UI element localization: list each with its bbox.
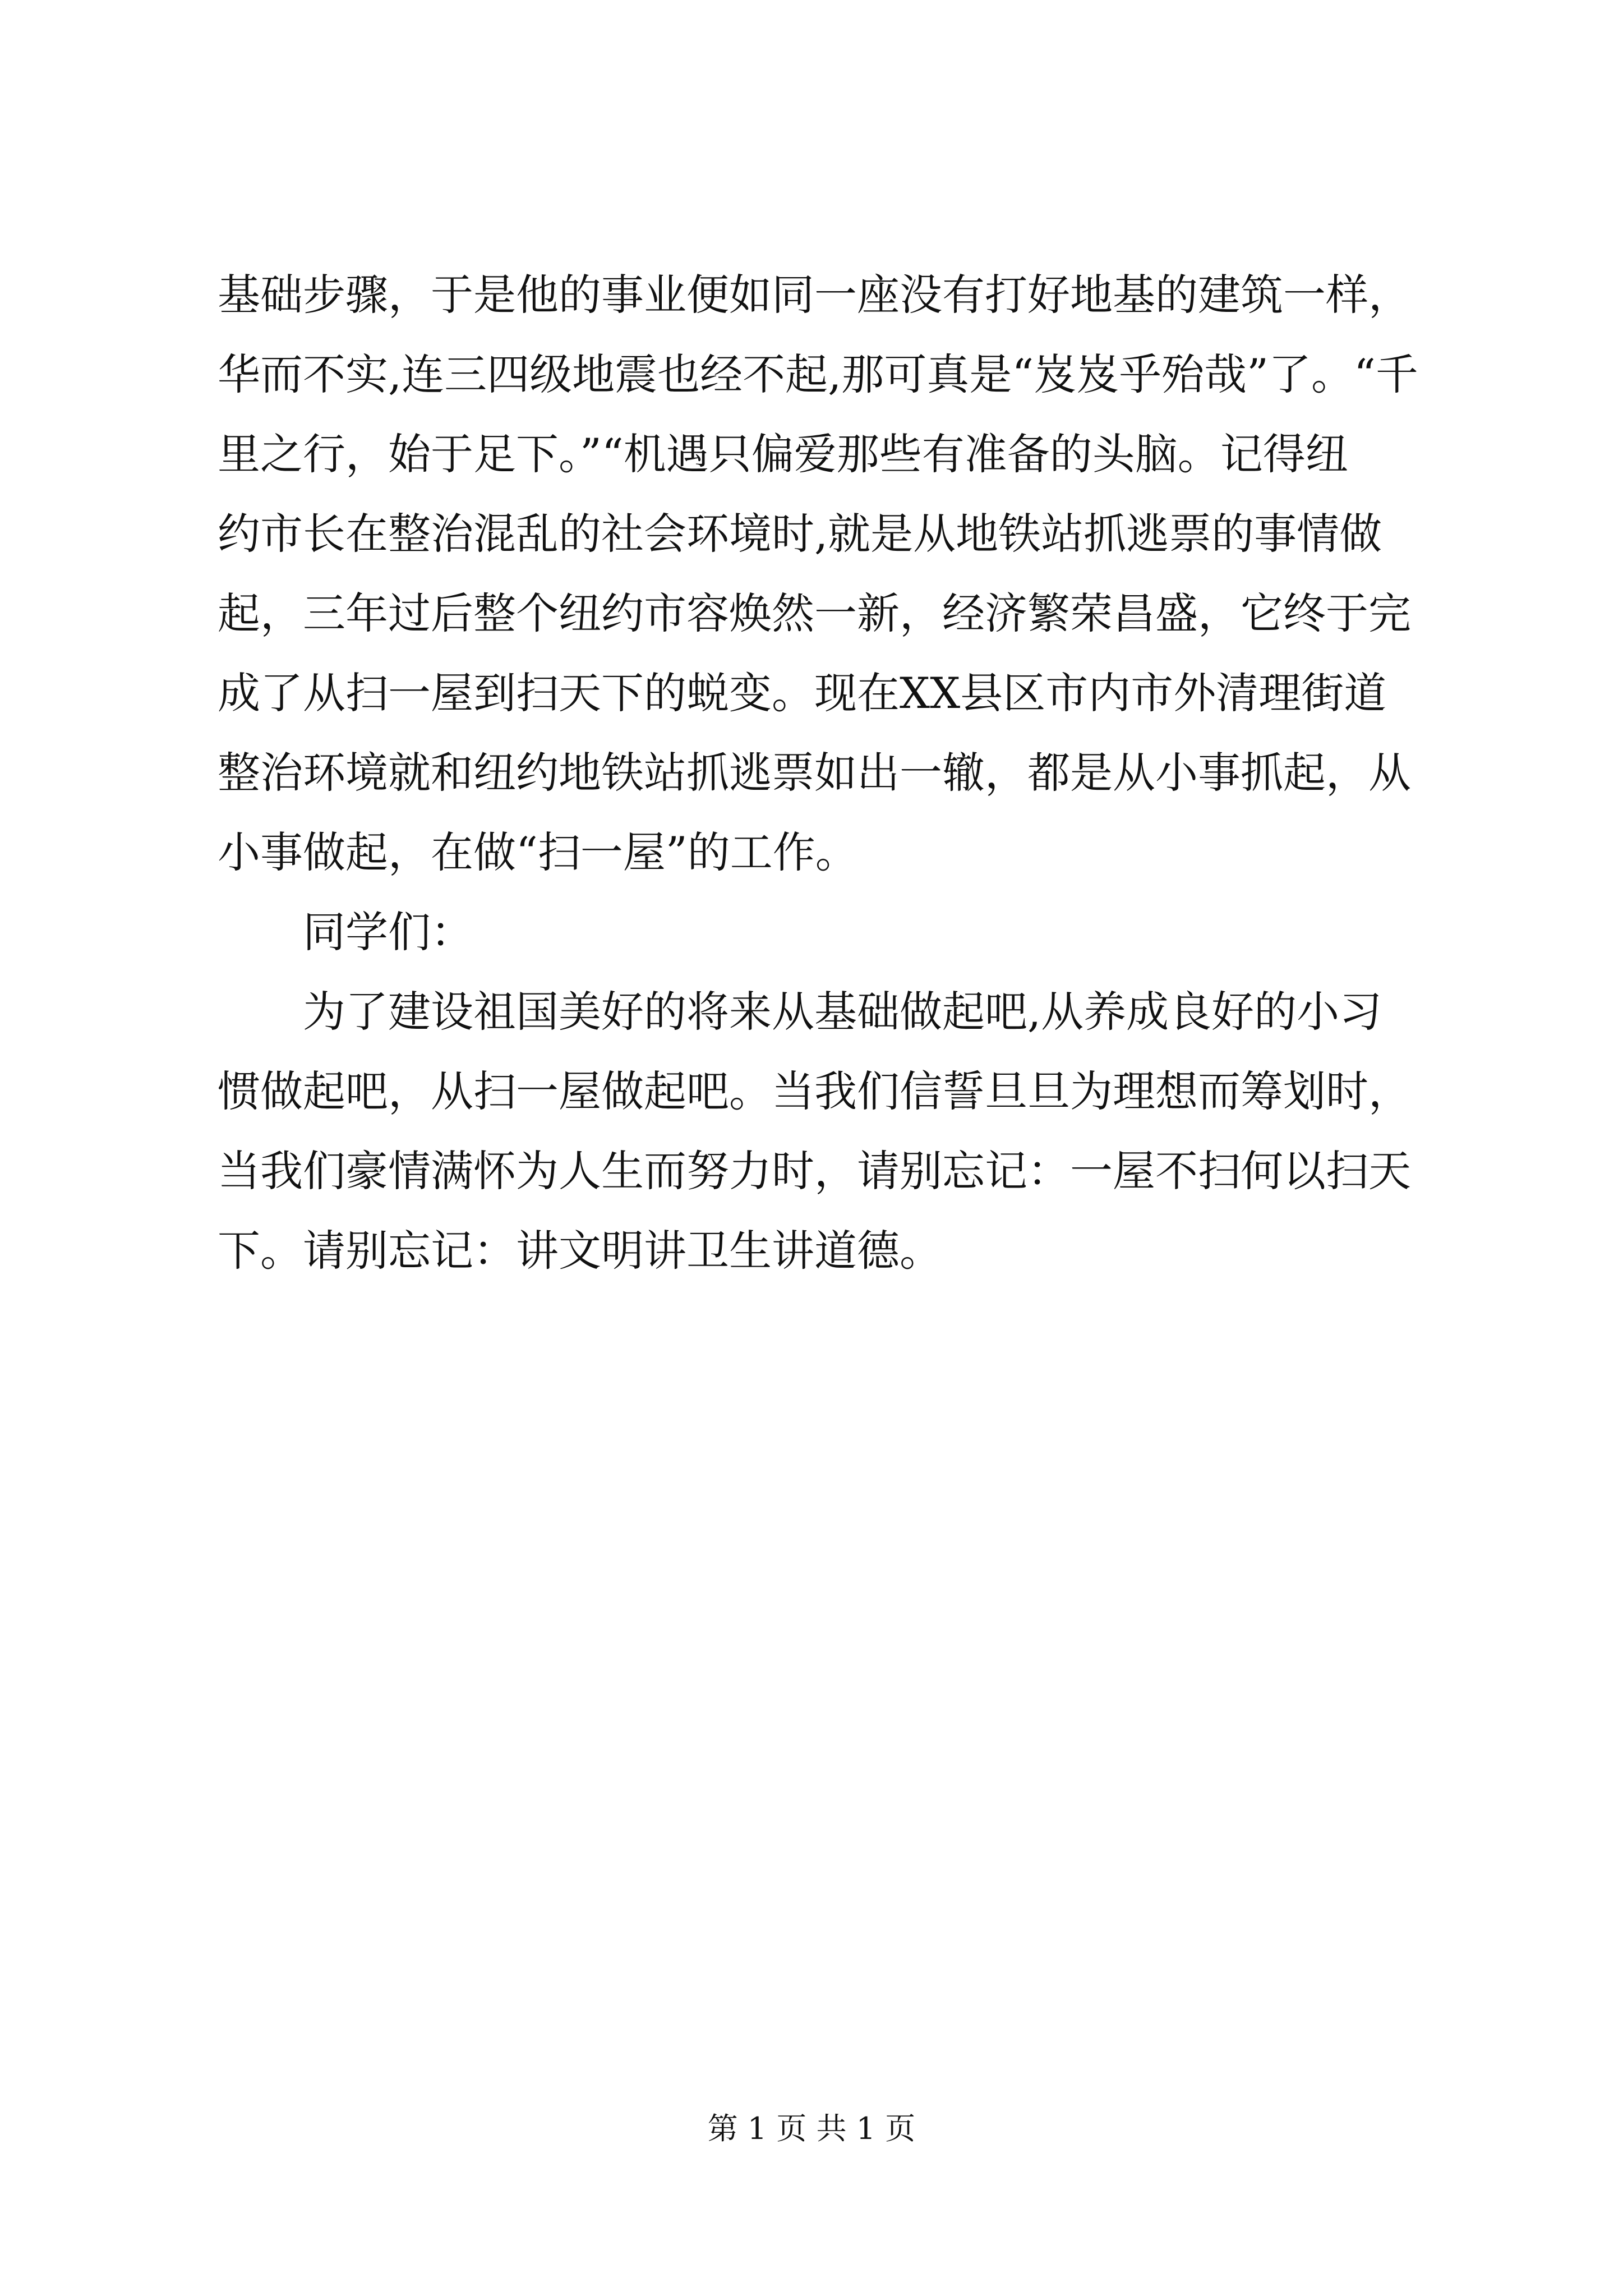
- text-line: 整治环境就和纽约地铁站抓逃票如出一辙，都是从小事抓起，从: [218, 748, 1411, 798]
- text-line: 小事做起，在做“扫一屋”的工作。: [218, 827, 858, 877]
- text-line: 起，三年过后整个纽约市容焕然一新，经济繁荣昌盛，它终于完: [218, 588, 1411, 638]
- text-line: 成了从扫一屋到扫天下的蜕变。现在XX县区市内市外清理街道: [218, 668, 1387, 718]
- text-line: 下。请别忘记：讲文明讲卫生讲道德。: [218, 1226, 942, 1276]
- text-line: 华而不实,连三四级地震也经不起,那可真是“岌岌乎殆哉”了。“千: [218, 349, 1418, 399]
- text-line: 为了建设祖国美好的将来从基础做起吧,从养成良好的小习: [303, 987, 1382, 1037]
- text-line: 当我们豪情满怀为人生而努力时，请别忘记：一屋不扫何以扫天: [218, 1146, 1411, 1196]
- text-line: 里之行，始于足下。”“机遇只偏爱那些有准备的头脑。记得纽: [218, 429, 1348, 479]
- text-line: 约市长在整治混乱的社会环境时,就是从地铁站抓逃票的事情做: [218, 509, 1382, 559]
- text-line: 惯做起吧，从扫一屋做起吧。当我们信誓旦旦为理想而筹划时，: [218, 1066, 1411, 1116]
- page-footer: 第 1 页 共 1 页: [707, 2111, 916, 2146]
- salutation-line: 同学们：: [303, 907, 473, 957]
- text-line: 基础步骤，于是他的事业便如同一座没有打好地基的建筑一样，: [218, 270, 1411, 320]
- document-body: [218, 255, 1418, 1291]
